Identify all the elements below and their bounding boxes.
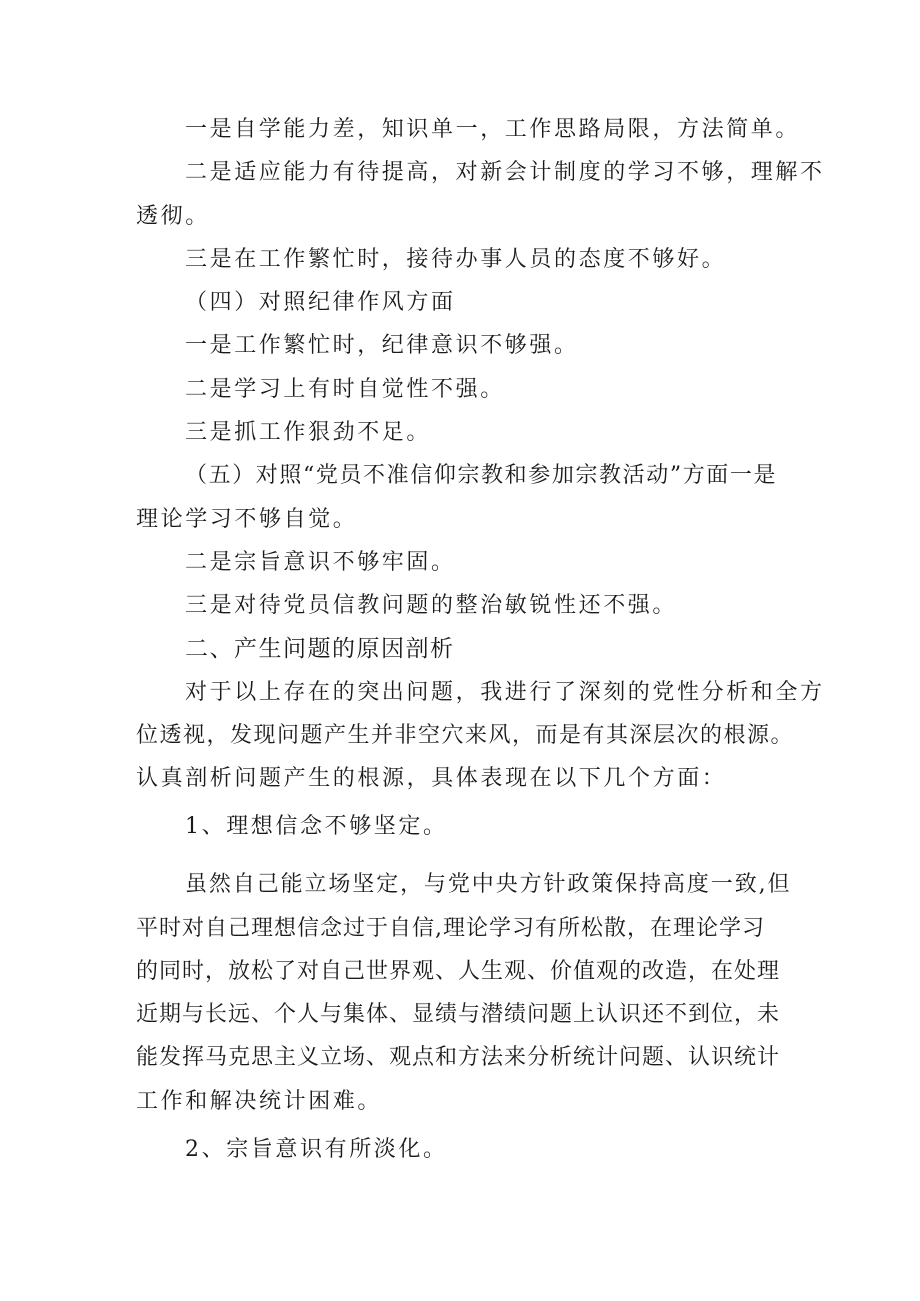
text-line-20: 的同时，放松了对自己世界观、人生观、价值观的改造，在处理 xyxy=(136,959,781,984)
text-line-12: 三是对待党员信教问题的整治敏锐性还不强。 xyxy=(185,593,678,618)
text-line-23: 工作和解决统计困难。 xyxy=(136,1089,383,1114)
numbered-heading-1: 1、理想信念不够坚定。 xyxy=(185,814,448,839)
text-line-18: 虽然自己能立场坚定，与党中央方针政策保持高度一致,但 xyxy=(185,872,792,897)
text-line-15: 位透视，发现问题产生并非空穴来风，而是有其深层次的根源。 xyxy=(136,723,795,748)
text-line-21: 近期与长远、个人与集体、显绩与潜绩问题上认识还不到位，未 xyxy=(136,1002,781,1027)
text-line-8: 三是抓工作狠劲不足。 xyxy=(185,420,432,445)
text-line-2: 二是适应能力有待提高，对新会计制度的学习不够，理解不 xyxy=(185,160,825,185)
text-line-7: 二是学习上有时自觉性不强。 xyxy=(185,377,505,402)
text-line-14: 对于以上存在的突出问题，我进行了深刻的党性分析和全方 xyxy=(185,680,825,705)
text-line-16: 认真剖析问题产生的根源，具体表现在以下几个方面： xyxy=(136,766,727,791)
section-subheading-4: （四）对照纪律作风方面 xyxy=(185,290,456,315)
section-heading-2: 二、产生问题的原因剖析 xyxy=(185,636,455,662)
text-line-6: 一是工作繁忙时，纪律意识不够强。 xyxy=(185,333,579,358)
text-line-10: 理论学习不够自觉。 xyxy=(136,507,358,532)
numbered-heading-2: 2、宗旨意识有所淡化。 xyxy=(185,1137,448,1162)
text-line-19: 平时对自己理想信念过于自信,理论学习有所松散，在理论学习 xyxy=(136,916,765,941)
text-line-1: 一是自学能力差，知识单一，工作思路局限，方法简单。 xyxy=(185,117,801,142)
text-line-11: 二是宗旨意识不够牢固。 xyxy=(185,550,456,575)
text-line-4: 三是在工作繁忙时，接待办事人员的态度不够好。 xyxy=(185,247,727,272)
text-line-22: 能发挥马克思主义立场、观点和方法来分析统计问题、认识统计 xyxy=(136,1045,781,1070)
text-line-3: 透彻。 xyxy=(136,204,210,229)
section-subheading-5: （五）对照“党员不准信仰宗教和参加宗教活动”方面一是 xyxy=(185,463,778,488)
